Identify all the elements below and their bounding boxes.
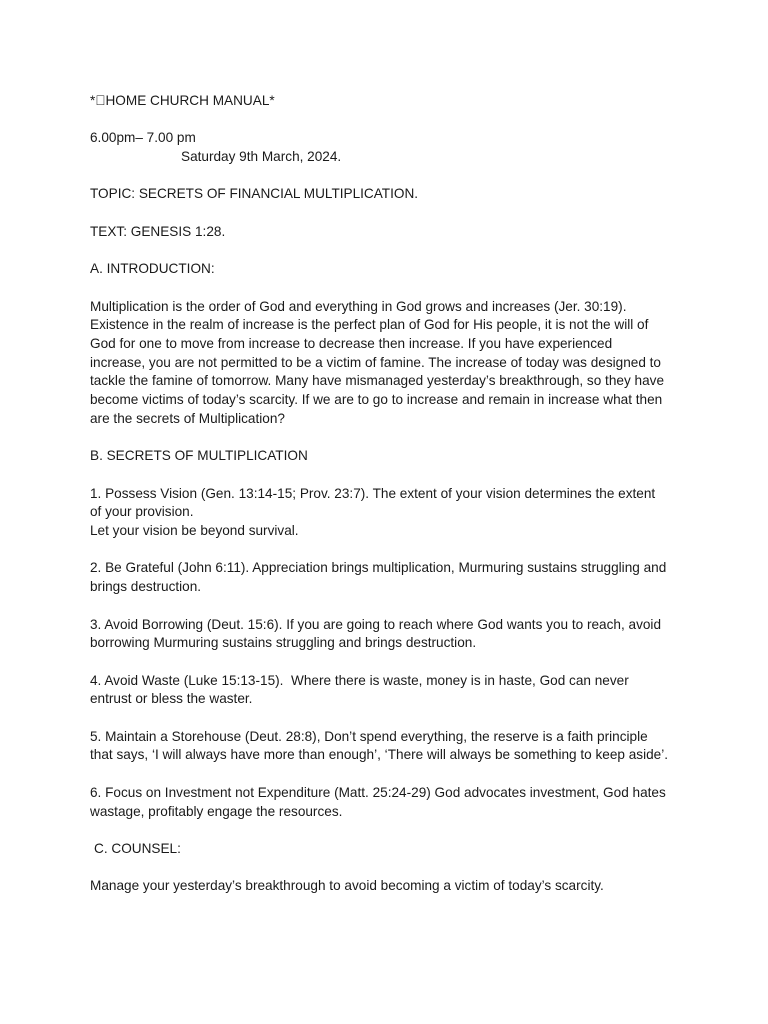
introduction-heading: A. INTRODUCTION: <box>90 261 215 277</box>
secret-item <box>90 728 690 765</box>
secret-line: wastage, profitably engage the resources. <box>90 803 343 819</box>
introduction-line: become victims of today’s scarcity. If we are to go to increase and remain in increase what then <box>90 392 663 408</box>
secret-line: 6. Focus on Investment not Expenditure (Matt. 25:24-29) God advocates investment, God hates <box>90 784 666 800</box>
counsel-heading: C. COUNSEL: <box>94 840 181 856</box>
secret-item <box>90 559 690 596</box>
introduction-line: are the secrets of Multiplication? <box>90 410 285 426</box>
introduction-line: Multiplication is the order of God and everything in God grows and increases (Jer. 30:19). <box>90 298 627 314</box>
secret-line: 3. Avoid Borrowing (Deut. 15:6). If you are going to reach where God wants you to reach, avoid <box>90 616 662 632</box>
service-time: 6.00pm– 7.00 pm <box>90 130 196 146</box>
introduction-line: tackle the famine of tomorrow. Many have mismanaged yesterday’s breakthrough, so they have <box>90 373 665 389</box>
introduction-line: Existence in the realm of increase is the perfect plan of God for His people, it is not the will of <box>90 317 649 333</box>
manual-title: *􏰀HOME CHURCH MANUAL* <box>90 93 275 108</box>
secret-item <box>90 485 690 541</box>
counsel-text: Manage your yesterday’s breakthrough to avoid becoming a victim of today’s scarcity. <box>90 878 604 894</box>
secret-line: of your provision. <box>90 504 194 520</box>
introduction-paragraph <box>90 298 690 429</box>
secret-line: Let your vision be beyond survival. <box>90 523 299 539</box>
secret-item <box>90 616 690 653</box>
secret-line: 2. Be Grateful (John 6:11). Appreciation brings multiplication, Murmuring sustains struggling and <box>90 560 667 576</box>
secret-line: that says, ‘I will always have more than enough’, ‘There will always be something to keep aside’. <box>90 747 669 763</box>
topic-line: TOPIC: SECRETS OF FINANCIAL MULTIPLICATION. <box>90 186 419 202</box>
secret-line: borrowing Murmuring sustains struggling and brings destruction. <box>90 635 477 651</box>
document-body <box>90 92 690 896</box>
secret-line: 5. Maintain a Storehouse (Deut. 28:8), Don’t spend everything, the reserve is a faith principle <box>90 728 648 744</box>
text-line: TEXT: GENESIS 1:28. <box>90 223 226 239</box>
service-date: Saturday 9th March, 2024. <box>181 149 342 165</box>
secrets-heading: B. SECRETS OF MULTIPLICATION <box>90 448 308 464</box>
secret-line: 4. Avoid Waste (Luke 15:13-15). Where there is waste, money is in haste, God can never <box>90 672 629 688</box>
secret-line: 1. Possess Vision (Gen. 13:14-15; Prov. 23:7). The extent of your vision determines the extent <box>90 485 656 501</box>
introduction-line: God for one to move from increase to decrease then increase. If you have experienced <box>90 336 613 352</box>
secret-line: entrust or bless the waster. <box>90 691 253 707</box>
introduction-line: increase, you are not permitted to be a victim of famine. The increase of today was designed to <box>90 354 661 370</box>
secret-item <box>90 672 690 709</box>
secret-item <box>90 784 690 821</box>
secret-line: brings destruction. <box>90 579 202 595</box>
